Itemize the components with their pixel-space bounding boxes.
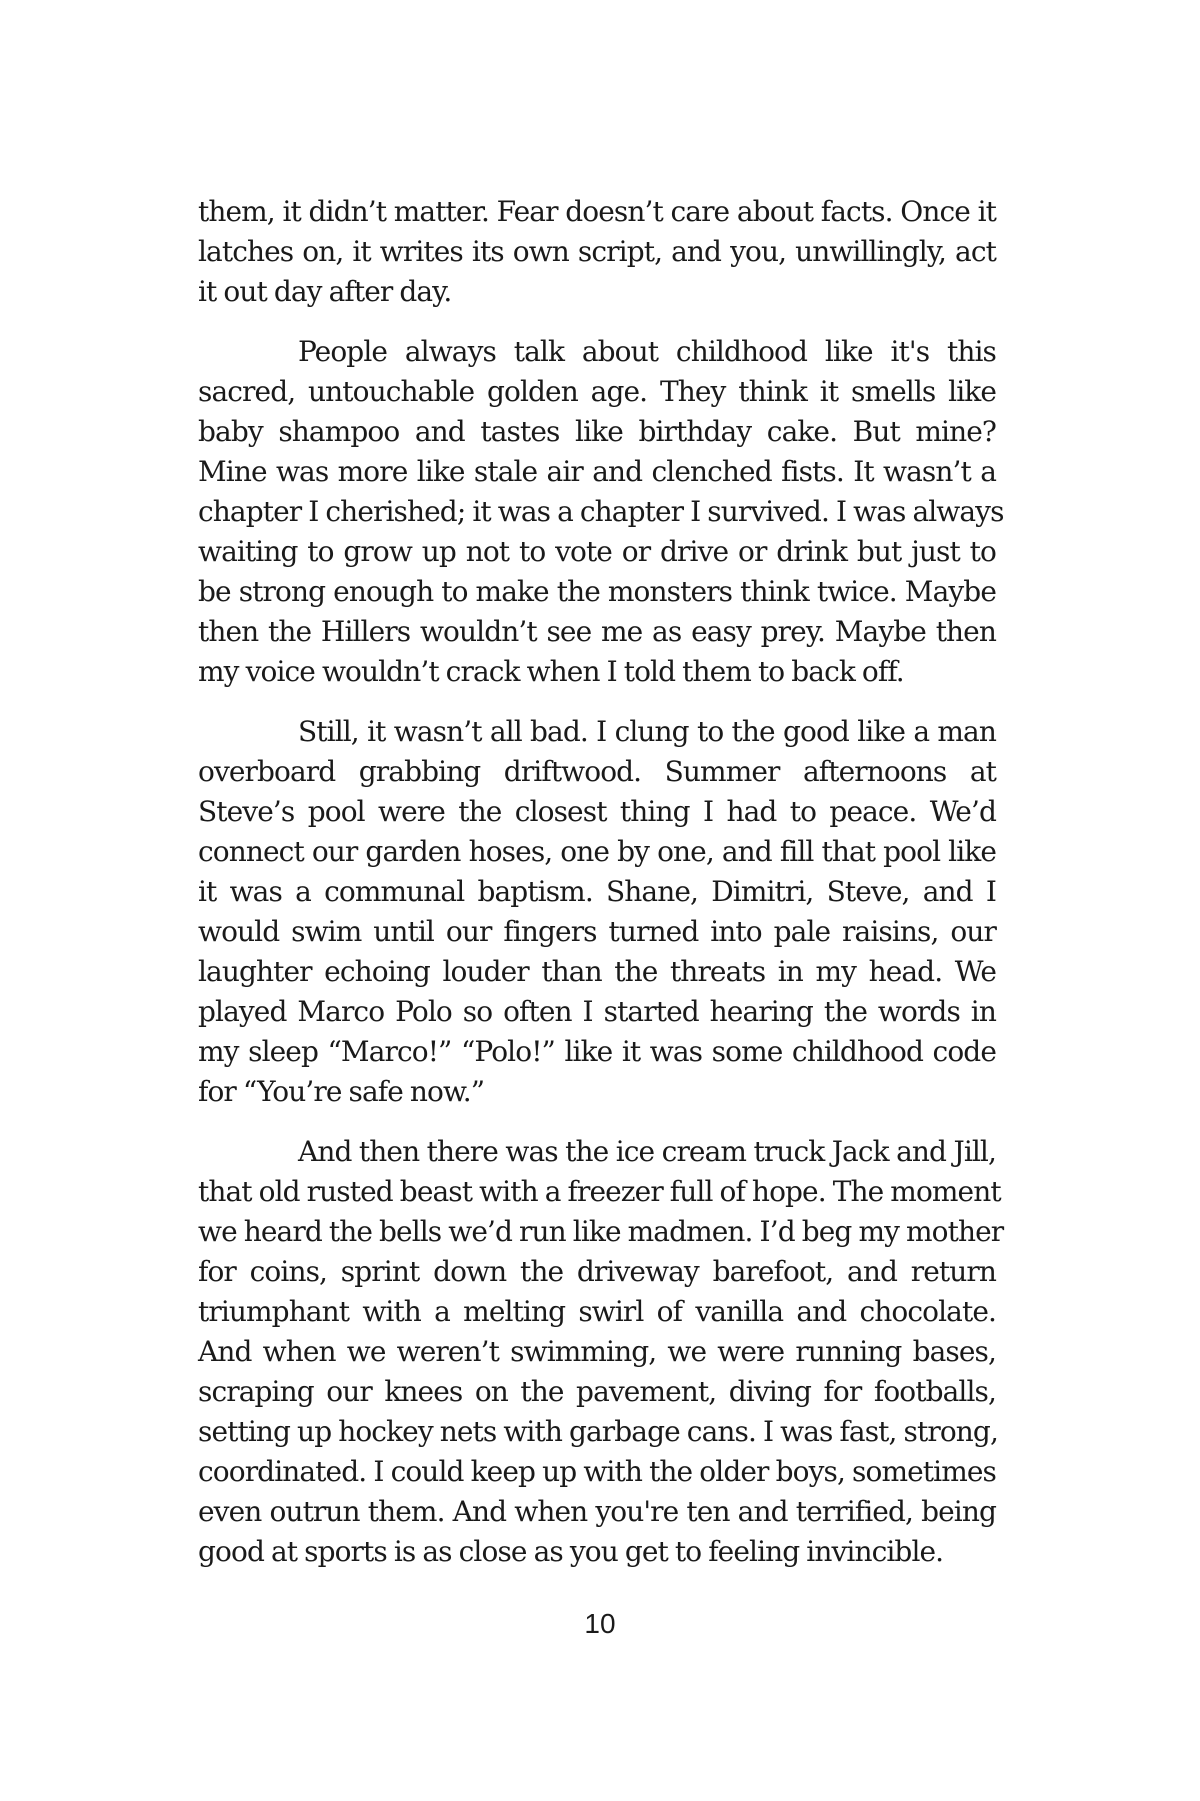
paragraph — [198, 712, 996, 1112]
text-line: for “You’re safe now.” — [198, 1075, 485, 1108]
paragraph — [198, 332, 1004, 692]
text-line: it out day after day. — [198, 275, 452, 308]
text-line: laughter echoing louder than the threats in my head. We — [198, 955, 996, 988]
text-line: Still, it wasn’t all bad. I clung to the good like a man — [298, 715, 996, 748]
page-number: 10 — [584, 1608, 616, 1639]
text-line: scraping our knees on the pavement, diving for footballs, — [198, 1375, 996, 1408]
text-line: be strong enough to make the monsters think twice. Maybe — [198, 575, 996, 608]
text-line: that old rusted beast with a freezer full of hope. The moment — [198, 1175, 1001, 1208]
paragraph — [198, 192, 996, 312]
text-line: Mine was more like stale air and clenched fists. It wasn’t a — [198, 455, 996, 488]
text-line: coordinated. I could keep up with the older boys, sometimes — [198, 1455, 996, 1488]
text-line: it was a communal baptism. Shane, Dimitri, Steve, and I — [198, 875, 996, 908]
text-line: waiting to grow up not to vote or drive or drink but just to — [198, 535, 996, 568]
text-line: triumphant with a melting swirl of vanilla and chocolate. — [198, 1295, 996, 1328]
text-line: for coins, sprint down the driveway barefoot, and return — [198, 1255, 996, 1288]
text-line: even outrun them. And when you're ten and terrified, being — [198, 1495, 996, 1528]
text-line: my sleep “Marco!” “Polo!” like it was some childhood code — [198, 1035, 996, 1068]
text-line: baby shampoo and tastes like birthday cake. But mine? — [198, 415, 996, 448]
text-line: sacred, untouchable golden age. They think it smells like — [198, 375, 996, 408]
text-line: then the Hillers wouldn’t see me as easy prey. Maybe then — [198, 615, 996, 648]
text-line: And then there was the ice cream truck Jack and Jill, — [298, 1135, 996, 1168]
body-text — [198, 192, 1004, 1592]
text-line: them, it didn’t matter. Fear doesn’t care about facts. Once it — [198, 195, 996, 228]
text-line: my voice wouldn’t crack when I told them to back off. — [198, 655, 904, 688]
text-line: latches on, it writes its own script, and you, unwillingly, act — [198, 235, 996, 268]
paragraph — [198, 1132, 1004, 1572]
text-line: good at sports is as close as you get to feeling invincible. — [198, 1535, 944, 1568]
text-line: chapter I cherished; it was a chapter I survived. I was always — [198, 495, 1004, 528]
text-line: Steve’s pool were the closest thing I had to peace. We’d — [198, 795, 996, 828]
text-line: overboard grabbing driftwood. Summer afternoons at — [198, 755, 996, 788]
text-line: would swim until our fingers turned into pale raisins, our — [198, 915, 996, 948]
text-line: And when we weren’t swimming, we were running bases, — [198, 1335, 996, 1368]
text-line: setting up hockey nets with garbage cans. I was fast, strong, — [198, 1415, 998, 1448]
text-line: played Marco Polo so often I started hearing the words in — [198, 995, 996, 1028]
text-line: connect our garden hoses, one by one, and fill that pool like — [198, 835, 996, 868]
text-line: we heard the bells we’d run like madmen. I’d beg my mother — [198, 1215, 1004, 1248]
text-line: People always talk about childhood like it's this — [298, 335, 996, 368]
